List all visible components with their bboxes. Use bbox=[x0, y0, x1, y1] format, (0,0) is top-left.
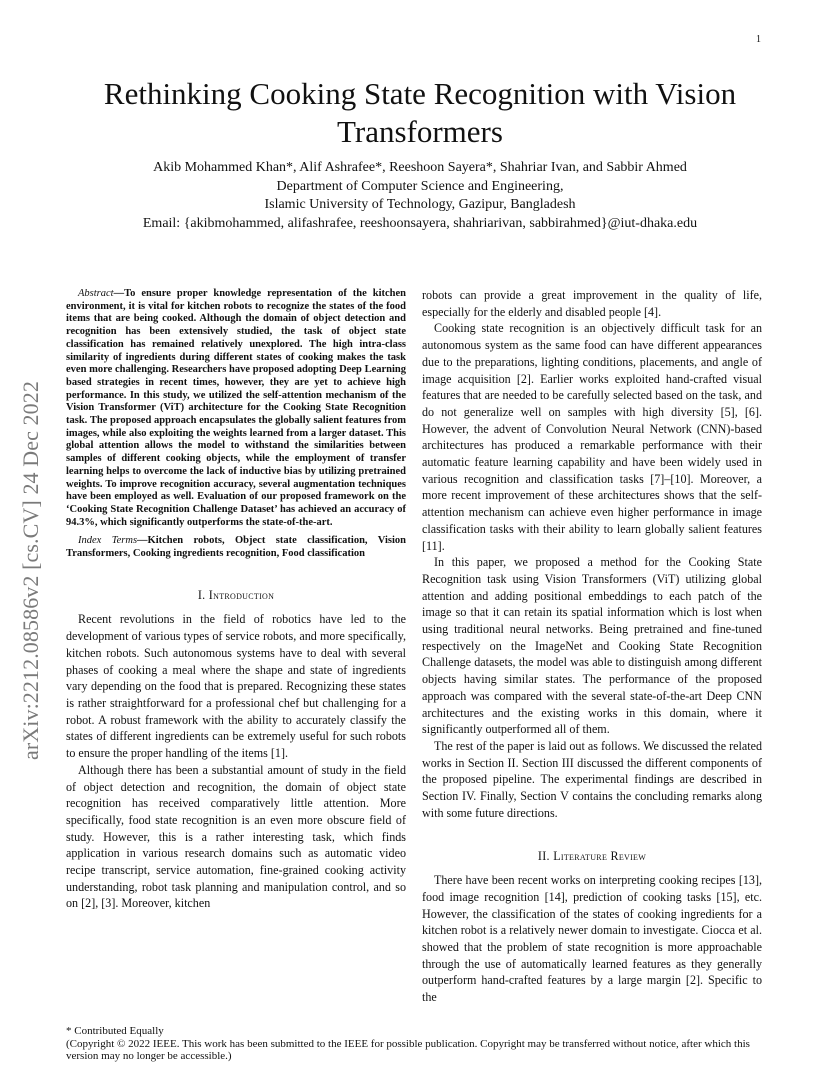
right-paragraph-1: Cooking state recognition is an objectively difficult task for an autonomous system as the same food can have different appearances due to the preparations, lighting conditions, placements, and angle of image acquisition [2]. Earlier works exploited hand-crafted visual features that are needed to be carefully selected based on the task, and do not generalize well on samples with high diversity [5], [6]. However, the advent of Convolution Neural Network (CNN)-based architectures has produced a remarkable performance with their automatic feature learning capability and have been widely used in various recognition and classification tasks [7]–[10]. Moreover, a more recent improvement of these architectures shows that the self-attention mechanism can achieve even higher performance in image classification tasks with their ability to learn globally salient features [11]. bbox=[422, 321, 762, 553]
abstract bbox=[66, 288, 406, 529]
arxiv-identifier[interactable]: arXiv:2212.08586v2 [cs.CV] 24 Dec 2022 bbox=[18, 381, 43, 760]
abstract-text: —To ensure proper knowledge representation of the kitchen environment, it is vital for kitchen robots to recognize the states of the food items that are being cooked. Although the domain of object detection and recognition has been extensively studied, the task of object state classification has remained relatively unexplored. The high intra-class similarity of ingredients during different states of cooking makes the task even more challenging. Researchers have proposed adopting Deep Learning based strategies in recent times, however, they are yet to achieve high performance. In this study, we utilized the self-attention mechanism of the Vision Transformer (ViT) architecture for the Cooking State Recognition task. The proposed approach encapsulates the globally salient features from images, while also exploiting the weights learned from a larger dataset. This global attention allows the model to withstand the similarities between samples of different cooking objects, while the employment of transfer learning helps to overcome the lack of inductive bias by utilizing pretrained weights. To improve recognition accuracy, several augmentation techniques have been employed as well. Evaluation of our proposed framework on the ‘Cooking State Recognition Challenge Dataset’ has achieved an accuracy of 94.3%, which significantly outperforms the state-of-the-art. bbox=[66, 288, 406, 528]
page-number: 1 bbox=[756, 34, 761, 45]
footnote-equal-contribution: * Contributed Equally bbox=[66, 1025, 164, 1037]
index-terms bbox=[66, 535, 406, 560]
author-names: Akib Mohammed Khan*, Alif Ashrafee*, Reeshoon Sayera*, Shahriar Ivan, and Sabbir Ahmed bbox=[153, 160, 687, 175]
right-paragraph-continuation: robots can provide a great improvement in the quality of life, especially for the elderly and disabled people [4]. bbox=[422, 288, 762, 319]
paper-title: Rethinking Cooking State Recognition with Vision Transformers bbox=[103, 76, 737, 149]
intro-paragraph-1: Recent revolutions in the field of robotics have led to the development of various types of service robots, and more specifically, kitchen robots. Such autonomous systems have to deal with several phases of cooking a meal where the shape and state of ingredients vary depending on the food that is prepared. Recognizing these states is rather straightforward for a professional chef but challenging for a robot. A robust framework with the ability to accurately classify the states of different ingredients can be extremely useful for such robots to ensure the proper handling of the items [1]. bbox=[66, 612, 406, 761]
author-department: Department of Computer Science and Engineering, bbox=[276, 178, 564, 194]
index-terms-label: Index Terms bbox=[78, 535, 138, 547]
right-paragraph-3: The rest of the paper is laid out as follows. We discussed the related works in Section II. Section III discussed the different components of the proposed pipeline. The experimental findings are described in Section IV. Finally, Section V contains the concluding remarks along with some future directions. bbox=[422, 738, 762, 820]
footnote-copyright: (Copyright © 2022 IEEE. This work has been submitted to the IEEE for possible publication. Copyright may be transferred without notice, after which this version may no longer be accessible.) bbox=[66, 1037, 750, 1062]
index-terms-text: —Kitchen robots, Object state classification, Vision Transformers, Cooking ingredients recognition, Food classification bbox=[66, 535, 407, 560]
author-university: Islamic University of Technology, Gazipur, Bangladesh bbox=[264, 197, 576, 213]
right-column bbox=[422, 287, 762, 1006]
section-heading-literature-review: II. Literature Review bbox=[537, 848, 647, 863]
left-column bbox=[66, 288, 406, 912]
section-heading-introduction: I. Introduction bbox=[197, 587, 275, 602]
author-email: Email: {akibmohammed, alifashrafee, reeshoonsayera, shahriarivan, sabbirahmed}@iut-dhaka.edu bbox=[142, 216, 698, 232]
right-paragraph-2: In this paper, we proposed a method for the Cooking State Recognition task using Vision Transformers (ViT) utilizing global attention and adding positional embeddings to each patch of the image so that it can retain its spatial information which is lost when using traditional neural networks. Being pretrained and fine-tuned respectively on the ImageNet and Cooking State Recognition Challenge datasets, the model was able to distinguish among different objects having similar states. The performance of the proposed approach was compared with the several state-of-the-art Deep CNN architectures and the existing works in this domain, where it significantly outperformed all of them. bbox=[422, 555, 762, 737]
author-block bbox=[60, 159, 780, 234]
footnote bbox=[66, 1025, 766, 1063]
intro-paragraph-2: Although there has been a substantial amount of study in the field of object detection and recognition, the domain of object state recognition has received comparatively little attention. More specifically, food state recognition is an even more obscure field of study. However, this is a rather interesting task, which finds application in various research domains such as automatic video recipe transcript, service automation, fine-grained cooking activity understanding, robot task planning and manipulation control, and so on [2], [3]. Moreover, kitchen bbox=[66, 762, 406, 911]
abstract-label: Abstract bbox=[78, 288, 114, 299]
lit-paragraph-1: There have been recent works on interpreting cooking recipes [13], food image recognition [14], prediction of cooking tasks [15], etc. However, the classification of the states of cooking ingredients for a kitchen robot is a relatively newer domain to investigate. Ciocca et al. showed that the problem of state recognition is more approachable through the use of automatically learned features as they generally outperform hand-crafted features by a large margin [2]. Specific to the bbox=[422, 873, 762, 1005]
